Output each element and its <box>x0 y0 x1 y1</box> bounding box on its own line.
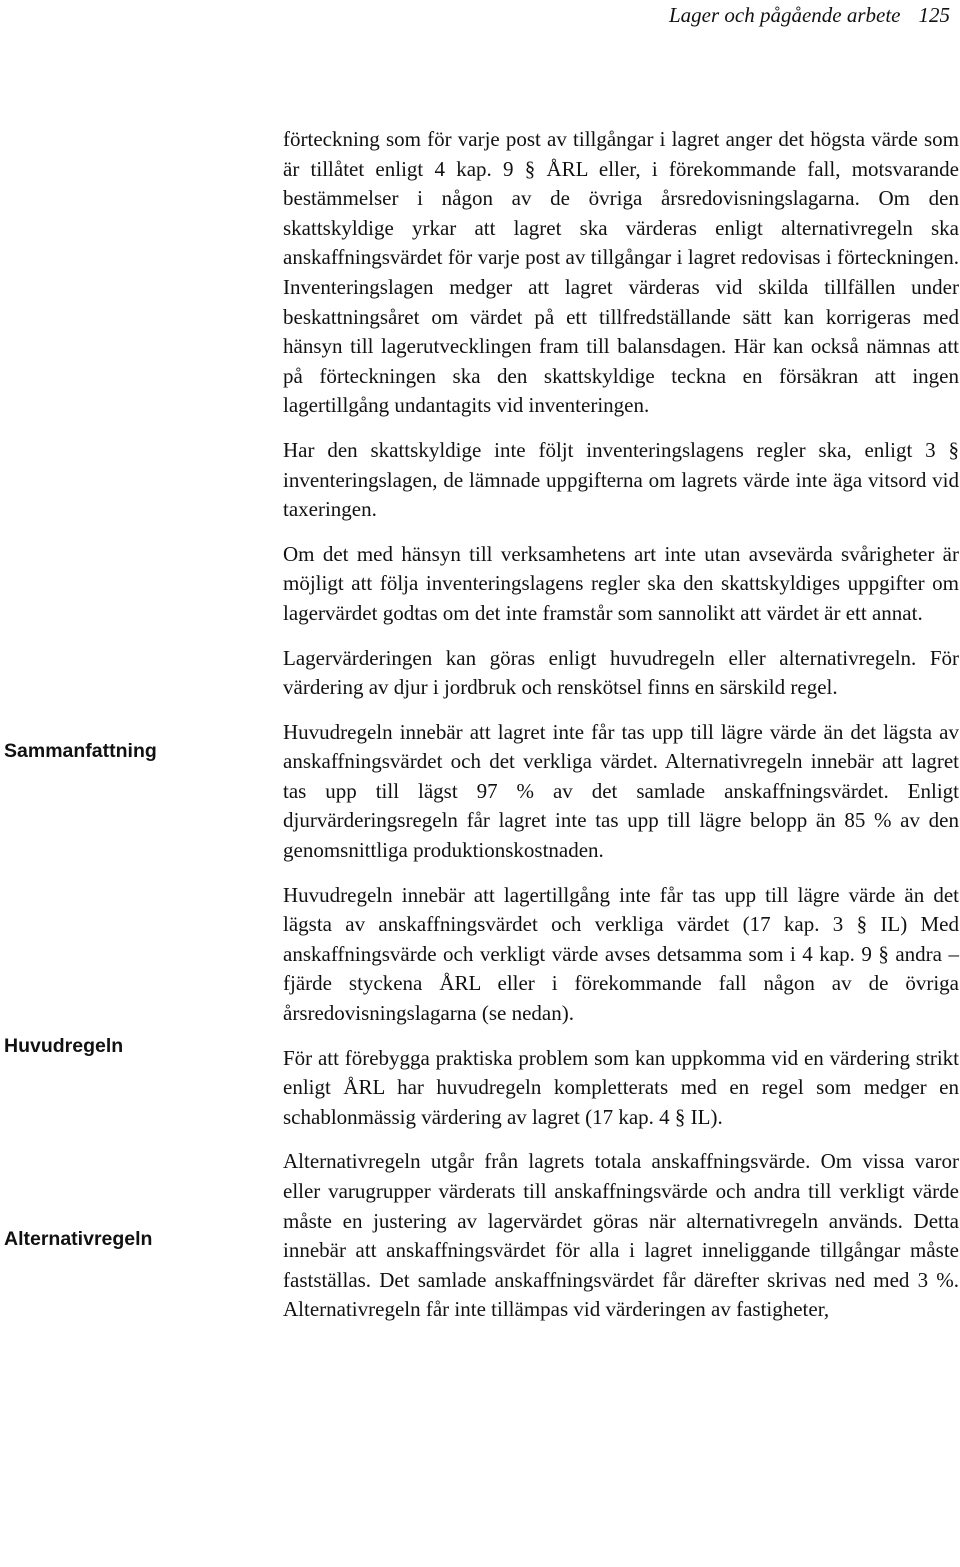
paragraph: Alternativregeln utgår från lagrets totala anskaffningsvärde. Om vissa varor eller varugrupper värderats till anskaffningsvärde och andra till verkligt värde måste en justering av lagervärdet göras när alternativregeln används. Detta innebär att anskaffningsvärdet för alla i lagret inneliggande tillgångar måste fastställas. Det samlade anskaffningsvärdet får därefter skrivas ned med 3 %. Alternativregeln får inte tillämpas vid värderingen av fastigheter, <box>283 1149 959 1322</box>
paragraph: Har den skattskyldige inte följt inventeringslagens regler ska, enligt 3 § inventeringslagen, de lämnade uppgifterna om lagrets värde inte äga vitsord vid taxeringen. <box>283 437 959 522</box>
running-header-title: Lager och pågående arbete <box>668 3 901 27</box>
running-header <box>669 2 950 28</box>
sidenote-alt-rule: Alternativregeln <box>4 1228 153 1250</box>
paragraph: Huvudregeln innebär att lagret inte får tas upp till lägre värde än det lägsta av anskaffningsvärdet och det verkliga värdet. Alternativregeln innebär att lagret tas upp till lägst 97 % av det samlade anskaffningsvärdet. Enligt djurvärderingsregeln får lagret inte tas upp till lägre belopp än 85 % av den genomsnittliga produktionskostnaden. <box>283 719 959 863</box>
sidenote-main-rule: Huvudregeln <box>4 1035 124 1057</box>
paragraph: Om det med hänsyn till verksamhetens art inte utan avsevärda svårigheter är möjligt att följa inventeringslagens regler ska den skattskyldiges uppgifter om lagervärdet godtas om det inte framstår som sannolikt att värdet är ett annat. <box>283 541 959 625</box>
paragraph: För att förebygga praktiska problem som kan uppkomma vid en värdering strikt enligt ÅRL har huvudregeln kompletterats med en regel som medger en schablonmässig värdering av lagret (17 kap. 4 § IL). <box>283 1045 959 1129</box>
paragraph: förteckning som för varje post av tillgångar i lagret anger det högsta värde som är tillåtet enligt 4 kap. 9 § ÅRL eller, i förekommande fall, motsvarande bestämmelser i någon av de övriga årsredovisningslagarna. Om den skattskyldige yrkar att lagret ska värderas enligt alternativregeln ska anskaffningsvärdet för varje post av tillgångar i lagret redovisas i förteckningen. Inventeringslagen medger att lagret värderas vid skilda tillfällen under beskattningsåret om värdet på ett tillfredställande sätt kan korrigeras med hänsyn till lagerutvecklingen fram till balansdagen. Här kan också nämnas att på förteckningen ska den skattskyldige teckna en försäkran att ingen lagertillgång undantagits vid inventeringen. <box>283 127 959 418</box>
paragraph: Huvudregeln innebär att lagertillgång inte får tas upp till lägre värde än det lägsta av anskaffningsvärdet och verkliga värdet (17 kap. 3 § IL) Med anskaffningsvärde och verkligt värde avses detsamma som i 4 kap. 9 § andra – fjärde styckena ÅRL eller i förekommande fall någon av de övriga årsredovisningslagarna (se nedan). <box>283 882 959 1026</box>
paragraph: Lagervärderingen kan göras enligt huvudregeln eller alternativregeln. För värdering av djur i jordbruk och renskötsel finns en särskild regel. <box>283 645 959 700</box>
sidenote-summary: Sammanfattning <box>4 740 157 762</box>
page-number: 125 <box>918 3 950 27</box>
body-text <box>283 125 959 1340</box>
